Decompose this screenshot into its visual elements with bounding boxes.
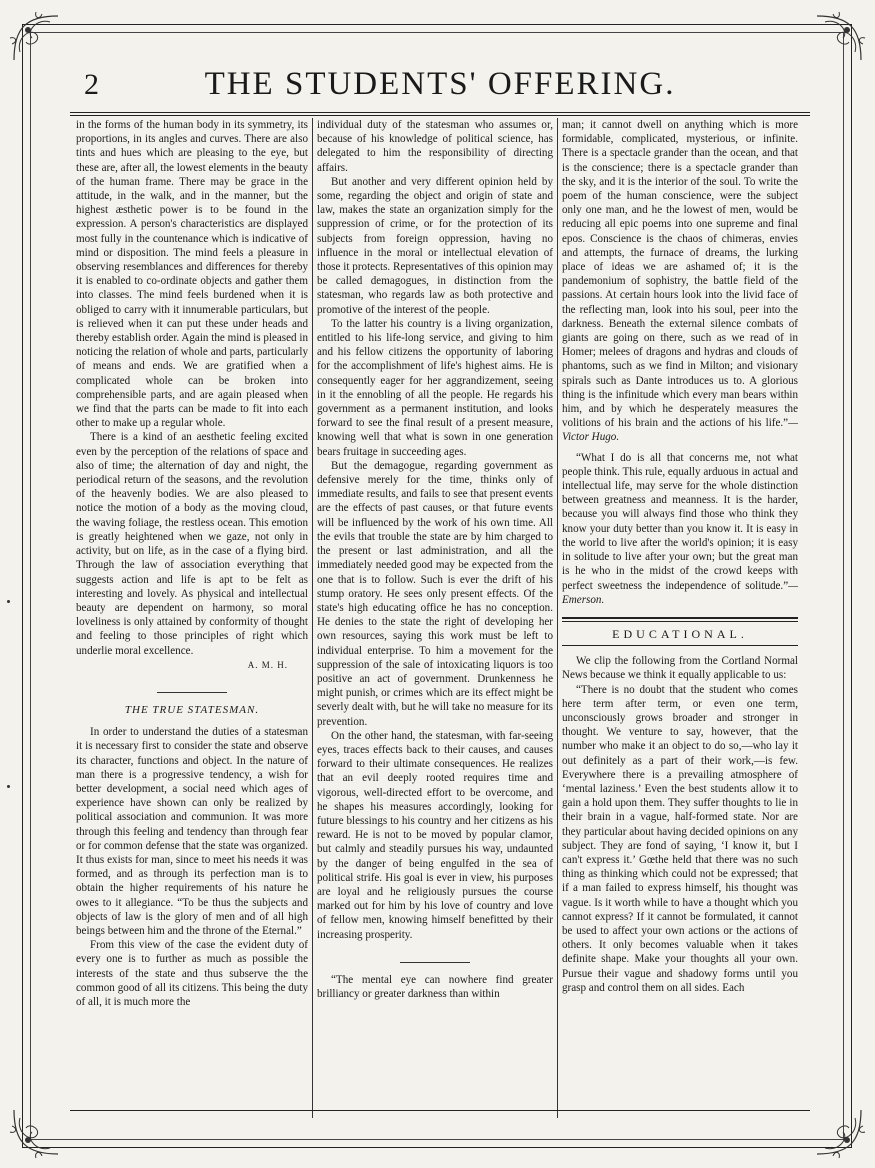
paragraph bbox=[562, 118, 798, 445]
footer-rule bbox=[70, 1110, 810, 1111]
corner-ornament-icon bbox=[809, 1102, 869, 1162]
paragraph: “The mental eye can nowhere find greater brilliancy or greater darkness than within bbox=[317, 973, 553, 1000]
header-rule bbox=[70, 115, 810, 116]
corner-ornament-icon bbox=[809, 8, 869, 68]
article-title: THE TRUE STATESMAN. bbox=[124, 703, 260, 716]
paragraph: From this view of the case the evident duty of every one is to further as much as possible the interests of the state and thus subserve the the common good of all its citizens. This being the duty of all, it is much more the bbox=[76, 939, 308, 1008]
margin-mark bbox=[7, 600, 10, 603]
corner-ornament-icon bbox=[6, 1102, 66, 1162]
column-2 bbox=[317, 118, 553, 1001]
attribution: —Victor Hugo. bbox=[562, 417, 798, 444]
paragraph bbox=[562, 451, 798, 607]
paragraph: individual duty of the statesman who assumes or, because of his knowledge of political science, has delegated to him the responsibility of directing affairs. bbox=[317, 119, 553, 174]
paragraph: We clip the following from the Cortland Normal News because we think it equally applicable to us: bbox=[562, 655, 798, 682]
paragraph: But another and very different opinion held by some, regarding the object and origin of state and law, makes the state an organization simply for the suppression of crime, or for the protection of its subjects from foreign oppression, having no influence in the moral or intellectual elevation of those it protects. Representatives of this opinion may be called demagogues, in distinction from the statesman, who regards law as both protective and promotive of the interest of the people. bbox=[317, 175, 553, 316]
paragraph: “There is no doubt that the student who comes here term after term, or even one term, unconsciously grows broader and stronger in thought. We venture to say, however, that the number who make it an object to do so,—who lay it out definitely as a part of their work,—is few. Everywhere there is a prevailing atmosphere of ‘mental laziness.’ Even the best students allow it to gain a hold upon them. They suffer thoughts to lie in their brain in a vague, half-formed state. Nor are they particular about having decided opinions on any subject. They are fond of saying, ‘I know it, but I can't express it.’ Gœthe held that there was no such thing as thinking which could not be expressed; that if a man failed to express himself, his thought was vague. Is it worth while to have a thought which you cannot express? If it cannot be formulated, it cannot be used to affect your own actions or the actions of others. It only becomes valuable when it takes definite shape. Make your thoughts all your own. Pursue their vague and shadowy forms until you grasp and control them on all sides. Each bbox=[562, 683, 798, 994]
section-separator bbox=[400, 962, 470, 963]
paragraph: There is a kind of an aesthetic feeling excited even by the perception of the relations of space and also of time; the alternation of day and night, the periodical return of the seasons, and the revolution of the heavenly bodies. We are also pleased to notice the motion of a body as the moving cloud, the waving foliage, the restless ocean. This emotion is greatly heightened when we gaze, not only in activity, but on life, as in the case of a flying bird. Through the law of association everything that suggests action and life is apt to be felt as interesting and lovely. As physical and intellectual beauty are dependent on harmony, so moral loveliness is only attained by conformity of thought and feeling to those principles of right which underlie moral excellence. bbox=[76, 431, 308, 657]
section-heading: EDUCATIONAL. bbox=[562, 624, 798, 646]
section-separator bbox=[157, 692, 227, 693]
masthead bbox=[70, 62, 810, 108]
column-divider bbox=[312, 118, 313, 1118]
paragraph: But the demagogue, regarding government as defensive merely for the time, thinks only of immediate results, and fails to see that present events are the effects of past causes, or that future events will be influenced by the work of his own time. All the evils that trouble the state are by him charged to the present or last administration, and all the immediately needed good may be expected from the one that is to follow. Such is ever the drift of his stump oratory. He sees only present effects. Of the state's high educating office he has no conception. He denies to the state the right of developing her own resources, saying this work must be left to individual enterprise. To him a movement for the suppression of the sale of intoxicating liquors is too positive an act of government. Drunkenness he might punish, or crimes which are its effect might be severly dealt with, but he will take no measure for its prevention. bbox=[317, 459, 553, 728]
paragraph: In order to understand the duties of a statesman it is necessary first to consider the state and observe its character, functions and object. In the nature of man there is a progressive tendency, a wish for better development, a social need which ages of experience have shown can only be realized by political association and communion. It was more through this feeling and tendency than through fear or for common defense that the state was organized. It thus exists for man, since to meet his needs it was formed, and as through its perfection man is to obtain the higher requirements of his nature he owes to it allegiance. “To be thus the subjects and objects of law is the glory of men and of all high beings between him and the throne of the Eternal.” bbox=[76, 726, 308, 937]
margin-mark bbox=[7, 785, 10, 788]
paragraph: On the other hand, the statesman, with far-seeing eyes, traces effects back to their causes, and causes forward to their ultimate consequences. He realizes that an evil deeply rooted requires time and vigorous, well-directed effort to be overcome, and he shapes his measures accordingly, looking for future blessings to his country and her citizens as his reward. He is not to be moved by popular clamor, but calmly and steadily pursues his way, undaunted by the danger of being engulfed in the sea of political strife. His goal is ever in view, his purposes are loyal and he religiously pursues the course marked out for him by his love of country and love of fellow men, knowing himself benefitted by their increasing prosperity. bbox=[317, 729, 553, 941]
section-rule bbox=[562, 621, 798, 622]
section-rule bbox=[562, 617, 798, 619]
column-1 bbox=[76, 118, 308, 1009]
quote-text: “What I do is all that concerns me, not what people think. This rule, equally arduous in actual and intellectual life, may serve for the whole distinction between greatness and meanness. It is the harder, because you will always find those who think they know your duty better than you know it. It is easy in the world to live after the world's opinion; it is easy in solitude to live after your own; but the great man is he who in the midst of the crowd keeps with perfect sweetness the independence of solitude.” bbox=[562, 451, 798, 592]
column-divider bbox=[557, 118, 558, 1118]
corner-ornament-icon bbox=[6, 8, 66, 68]
paragraph: in the forms of the human body in its symmetry, its proportions, in its angles and curves. There are also tints and hues which are pleasing to the eye, but these are, after all, the lowest elements in the beauty of the human frame. There may be grace in the attitude, in the walk, and in the manner, but the highest æsthetic power is to be found in the expression. A person's characteristics are displayed most fully in the countenance which is indicative of mind or disposition. The mind feels a pleasure in observing resemblances and differences for thereby it is enabled to co-ordinate objects and gather them into classes. The mind feels burdened when it is obliged to carry with it innumerable particulars, but is relieved when it can put these under heads and thereby establish order. Again the mind is pleased in noticing the relation of whole and parts, particularly of means and ends. We are gratified when a complicated whole can be broken into comprehensible parts, and are again pleased when we find that the parts can be made to fit into each other to make up a regular whole. bbox=[76, 119, 308, 430]
attribution: —Emerson. bbox=[562, 579, 798, 606]
page-number: 2 bbox=[84, 68, 99, 101]
header-rule bbox=[70, 112, 810, 113]
column-3 bbox=[562, 118, 798, 995]
quote-text: man; it cannot dwell on anything which is more formidable, complicated, mysterious, or infinite. There is a spectacle grander than the ocean, and that is the conscience; there is a spectacle grander than the sky, and it is the interior of the soul. To write the poem of the human conscience, were the subject only one man, and he the lowest of men, would be reducing all epic poems into one supreme and final epos. Conscience is the chaos of chimeras, envies and attempts, the furnace of dreams, the lurking place of ideas we are ashamed of; it is the pandemonium of sophistry, the battle field of the passions. At certain hours look into the livid face of the reflecting man, look into his soul, peer into the darkness. Beneath the external silence combats of giants are going on there, such as we read of in Homer; melees of dragons and hydras and clouds of phantoms, such as we find in Milton; and visionary spirals such as Dante introduces us to. A glorious thing is the infinitude which every man bears within him, and by which he desperately measures the volitions of his brain and the actions of his life.” bbox=[562, 119, 798, 430]
publication-title: THE STUDENTS' OFFERING. bbox=[204, 66, 676, 102]
paragraph: To the latter his country is a living organization, entitled to his life-long service, and giving to him and his fellow citizens the opportunity of laboring for the accomplishment of life's highest aims. He is consequently eager for her aggrandizement, seeing in it the ennobling of all the people. He regards his government as a permanent institution, and looks forward to see the final result of a present measure, knowing well that what is sown in one generation bears fruitage in succeeding ages. bbox=[317, 317, 553, 458]
author-signature: A. M. H. bbox=[247, 659, 288, 670]
